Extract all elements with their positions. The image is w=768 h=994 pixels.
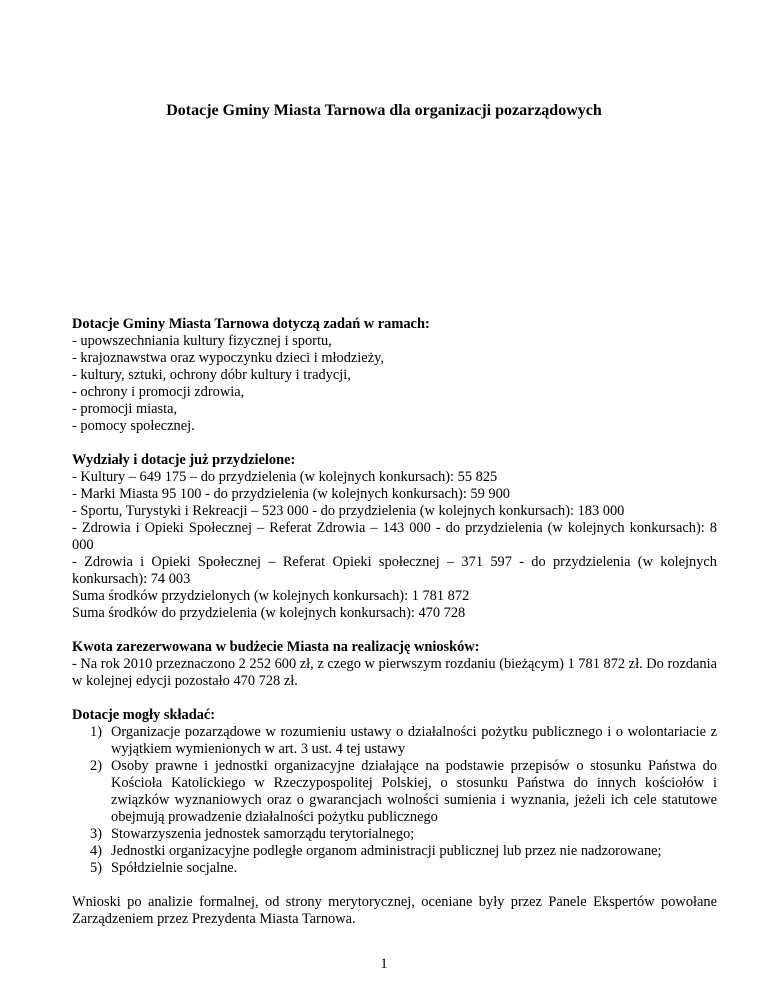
budget-text: - Na rok 2010 przeznaczono 2 252 600 zł, z czego w pierwszym rozdaniu (bieżącym) 1 781 872 zł. Do rozdania w kolejnej edycji pozostało 470 728 zł. <box>72 656 717 689</box>
list-item: - Kultury – 649 175 – do przydzielenia (w kolejnych konkursach): 55 825 <box>72 469 498 485</box>
numbered-item <box>72 826 717 843</box>
page-number: 1 <box>380 956 388 972</box>
numbered-item <box>72 860 717 877</box>
item-number: 4) <box>90 843 102 859</box>
list-item: - promocji miasta, <box>72 401 178 417</box>
eligible-list <box>72 724 717 877</box>
list-item: - Zdrowia i Opieki Społecznej – Referat Opieki społecznej – 371 597 - do przydzielenia (w kolejnych konkursach): 74 003 <box>72 554 717 587</box>
document-body <box>72 316 717 945</box>
document-title: Dotacje Gminy Miasta Tarnowa dla organizacji pozarządowych <box>166 102 602 119</box>
tasks-section <box>72 316 717 435</box>
list-item: - krajoznawstwa oraz wypoczynku dzieci i młodzieży, <box>72 350 384 366</box>
list-item: - kultury, sztuki, ochrony dóbr kultury i tradycji, <box>72 367 351 383</box>
sum-remaining: Suma środków do przydzielenia (w kolejnych konkursach): 470 728 <box>72 605 466 621</box>
numbered-item <box>72 758 717 826</box>
budget-section <box>72 639 717 690</box>
item-number: 5) <box>90 860 102 876</box>
item-text: Stowarzyszenia jednostek samorządu terytorialnego; <box>111 826 415 842</box>
departments-section <box>72 452 717 622</box>
item-number: 2) <box>90 758 102 774</box>
numbered-item <box>72 724 717 758</box>
item-number: 3) <box>90 826 102 842</box>
item-number: 1) <box>90 724 102 740</box>
sum-allocated: Suma środków przydzielonych (w kolejnych konkursach): 1 781 872 <box>72 588 470 604</box>
budget-heading: Kwota zarezerwowana w budżecie Miasta na realizację wniosków: <box>72 639 480 655</box>
list-item: - ochrony i promocji zdrowia, <box>72 384 245 400</box>
numbered-item <box>72 843 717 860</box>
list-item: - Zdrowia i Opieki Społecznej – Referat Zdrowia – 143 000 - do przydzielenia (w kolejnych konkursach): 8 000 <box>72 520 717 553</box>
list-item: - pomocy społecznej. <box>72 418 195 434</box>
closing-paragraph: Wnioski po analizie formalnej, od strony merytorycznej, oceniane były przez Panele Ekspertów powołane Zarządzeniem przez Prezydenta Miasta Tarnowa. <box>72 894 717 927</box>
item-text: Organizacje pozarządowe w rozumieniu ustawy o działalności pożytku publicznego i o wolontariacie z wyjątkiem wymienionych w art. 3 ust. 4 tej ustawy <box>111 724 717 757</box>
departments-heading: Wydziały i dotacje już przydzielone: <box>72 452 296 468</box>
tasks-heading: Dotacje Gminy Miasta Tarnowa dotyczą zadań w ramach: <box>72 316 430 332</box>
item-text: Osoby prawne i jednostki organizacyjne działające na podstawie przepisów o stosunku Państwa do Kościoła Katolickiego w Rzeczypospolitej Polskiej, o stosunku Państwa do innych kościołów i związków wyznaniowych oraz o gwarancjach wolności sumienia i wyznania, jeżeli ich cele statutowe obejmują prowadzenie działalności pożytku publicznego <box>111 758 717 825</box>
eligible-section <box>72 707 717 877</box>
list-item: - Sportu, Turystyki i Rekreacji – 523 000 - do przydzielenia (w kolejnych konkursach): 183 000 <box>72 503 625 519</box>
list-item: - upowszechniania kultury fizycznej i sportu, <box>72 333 332 349</box>
eligible-heading: Dotacje mogły składać: <box>72 707 216 723</box>
list-item: - Marki Miasta 95 100 - do przydzielenia (w kolejnych konkursach): 59 900 <box>72 486 511 502</box>
item-text: Spółdzielnie socjalne. <box>111 860 238 876</box>
item-text: Jednostki organizacyjne podległe organom administracji publicznej lub przez nie nadzorowane; <box>111 843 662 859</box>
